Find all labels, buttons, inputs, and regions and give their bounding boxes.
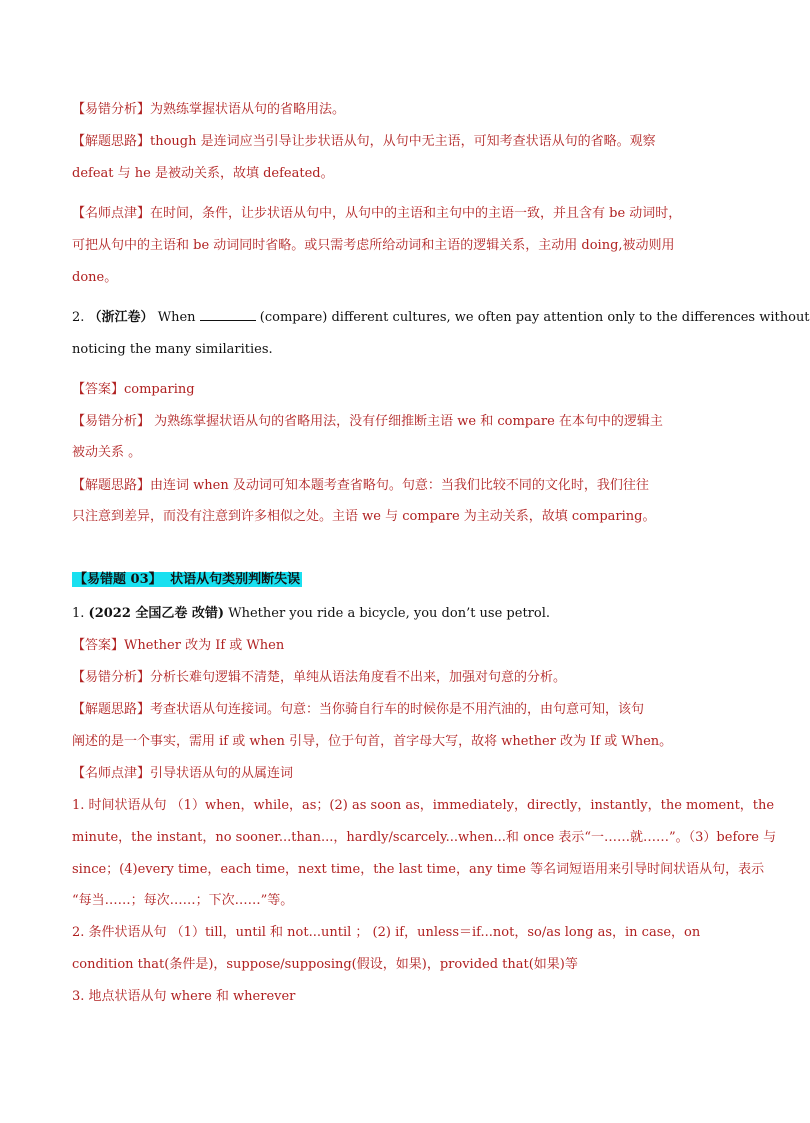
question-text: Whether you ride a bicycle, you don’t use petrol. <box>224 606 550 621</box>
question-source: （浙江卷） <box>88 310 154 325</box>
teacher-tips-1: 【名师点津】在时间，条件，让步状语从句中，从句中的主语和主句中的主语一致，并且含有 be 动词时， <box>72 206 682 221</box>
error-analysis-3: 【易错分析】分析长难句逻辑不清楚，单纯从语法角度看不出来，加强对句意的分析。 <box>72 670 567 685</box>
time-clause-line-4: “每当……；每次……；下次……”等。 <box>72 893 294 908</box>
section-heading <box>72 570 722 590</box>
time-clause-line-3: since；(4)every time，each time，next time，the last time，any time 等名词短语用来引导时间状语从句，表示 <box>72 862 765 877</box>
question-number: 1. <box>72 606 85 621</box>
solution-idea-1: 【解题思路】though 是连词应当引导让步状语从句，从句中无主语，可知考查状语从句的省略。观察 <box>72 134 656 149</box>
question-2 <box>72 308 810 328</box>
question-text-after: (compare) different cultures, we often pay attention only to the differences without <box>259 310 810 325</box>
solution-idea-2-cont: 只注意到差异，而没有注意到许多相似之处。主语 we 与 compare 为主动关系，故填 comparing。 <box>72 509 656 524</box>
section-tag: 【易错题 03】 <box>74 572 162 587</box>
place-clause-line: 3. 地点状语从句 where 和 wherever <box>72 989 296 1004</box>
answer-blank <box>200 308 256 321</box>
question-text-before: When <box>157 310 196 325</box>
time-clause-line-1: 1. 时间状语从句 （1）when，while，as；(2) as soon as，immediately，directly，instantly，the moment，the <box>72 798 775 813</box>
question-2-cont: noticing the many similarities. <box>72 342 273 357</box>
solution-idea-3: 【解题思路】考查状语从句连接词。句意：当你骑自行车的时候你是不用汽油的，由句意可知，该句 <box>72 702 645 717</box>
solution-idea-1-cont: defeat 与 he 是被动关系，故填 defeated。 <box>72 166 334 181</box>
condition-clause-line-2: condition that(条件是)，suppose/supposing(假设，如果)，provided that(如果)等 <box>72 957 578 972</box>
teacher-tips-1-end: done。 <box>72 270 118 285</box>
teacher-tips-3: 【名师点津】引导状语从句的从属连词 <box>72 766 294 781</box>
section-title: 状语从句类别判断失误 <box>165 572 301 587</box>
answer-2: 【答案】comparing <box>72 382 195 397</box>
solution-idea-3-cont: 阐述的是一个事实，需用 if 或 when 引导，位于句首，首字母大写，故将 whether 改为 If 或 When。 <box>72 734 673 749</box>
condition-clause-line-1: 2. 条件状语从句 （1）till，until 和 not...until ； (2) if，unless＝if...not，so/as long as，in case，on <box>72 925 701 940</box>
teacher-tips-1-cont: 可把从句中的主语和 be 动词同时省略。或只需考虑所给动词和主语的逻辑关系，主动用 doing,被动则用 <box>72 238 675 253</box>
error-analysis-2-cont: 被动关系 。 <box>72 445 142 460</box>
answer-1: 【答案】Whether 改为 If 或 When <box>72 638 285 653</box>
question-number: 2. <box>72 310 85 325</box>
error-analysis-2: 【易错分析】 为熟练掌握状语从句的省略用法，没有仔细推断主语 we 和 compare 在本句中的逻辑主 <box>72 414 663 429</box>
question-source: (2022 全国乙卷 改错) <box>88 606 225 621</box>
time-clause-line-2: minute，the instant，no sooner...than...，hardly/scarcely...when...和 once 表示“一……就……”。（3）before 与 <box>72 830 777 845</box>
error-analysis-1: 【易错分析】为熟练掌握状语从句的省略用法。 <box>72 102 346 117</box>
question-1 <box>72 604 722 624</box>
solution-idea-2: 【解题思路】由连词 when 及动词可知本题考查省略句。句意：当我们比较不同的文化时，我们往往 <box>72 478 649 493</box>
